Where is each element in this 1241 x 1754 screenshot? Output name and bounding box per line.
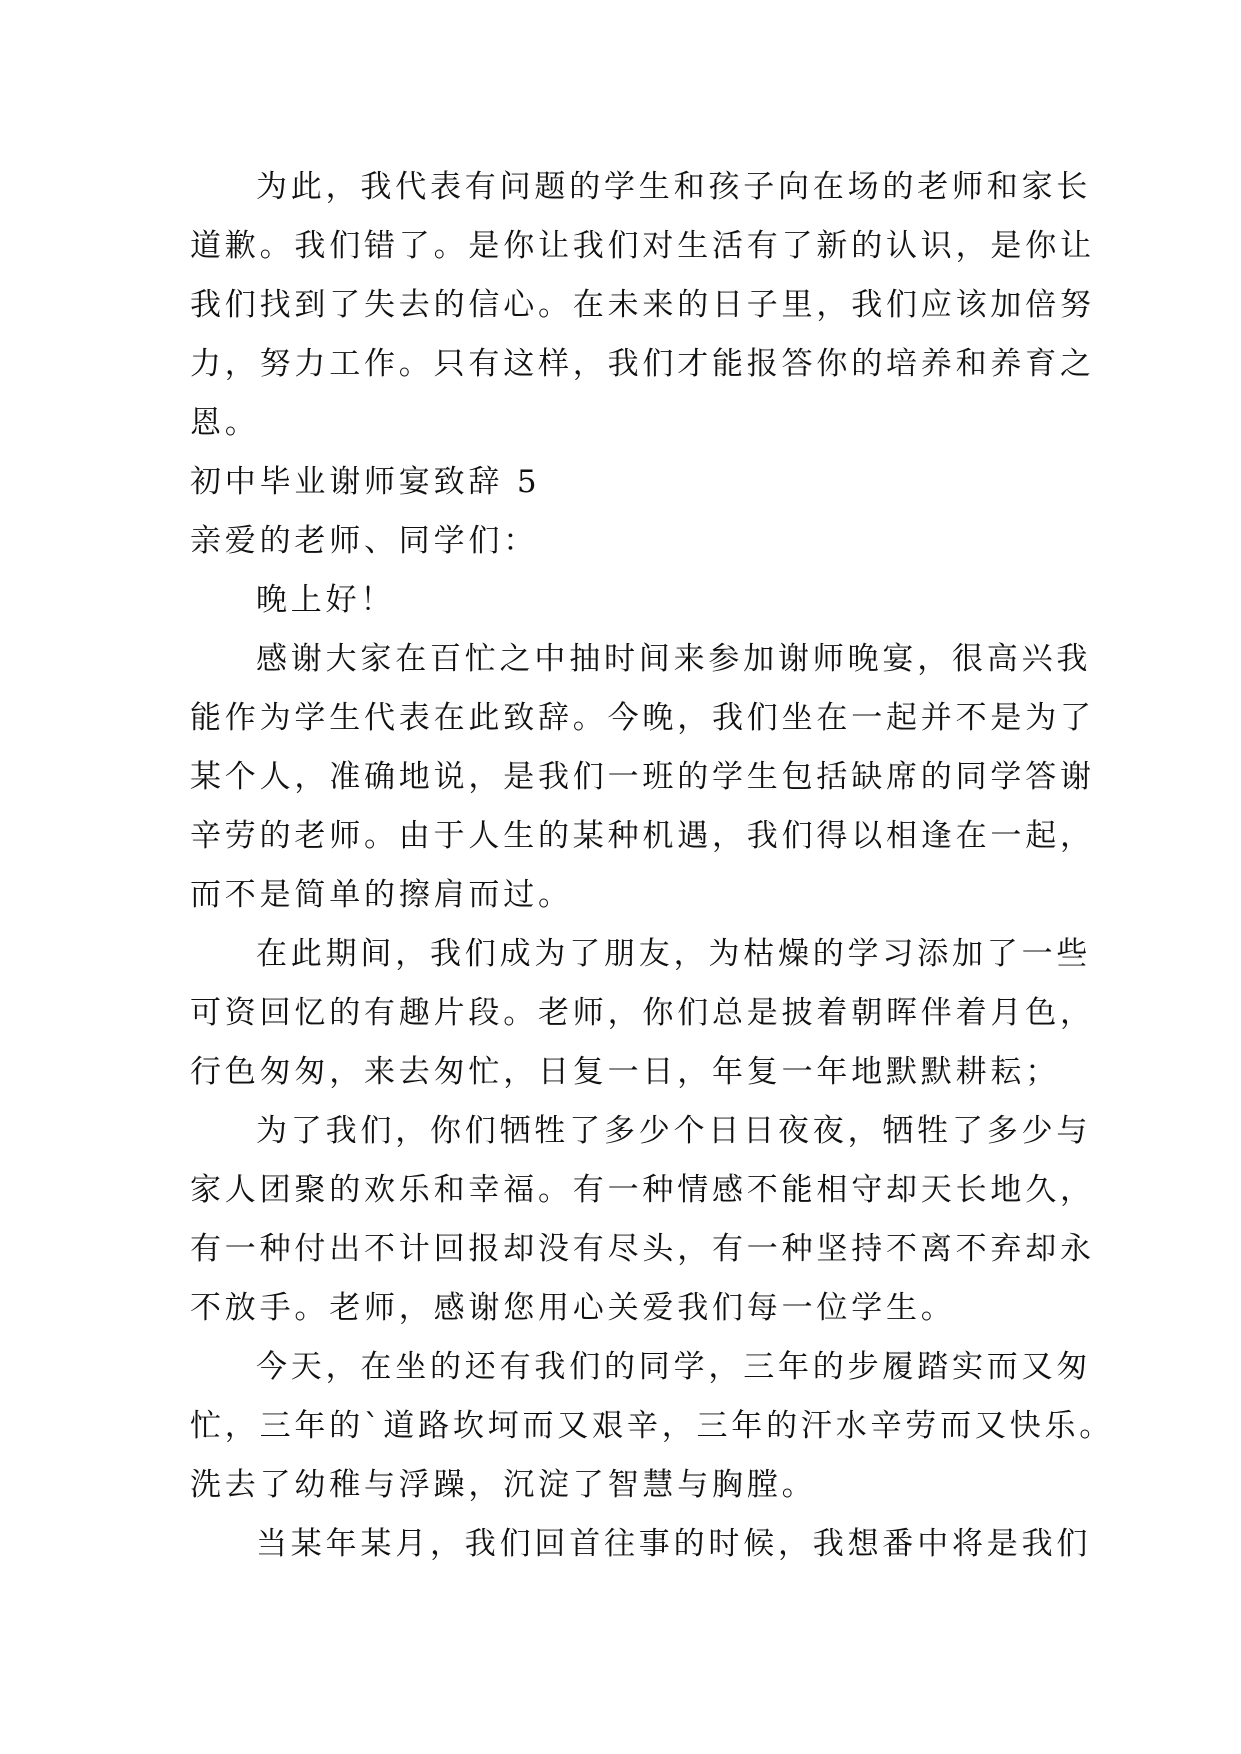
paragraph-thanks bbox=[190, 630, 1095, 925]
paragraph-memories bbox=[190, 1515, 1092, 1574]
text-line: 感谢大家在百忙之中抽时间来参加谢师晚宴，很高兴我 bbox=[256, 641, 1092, 677]
text-line: 为此，我代表有问题的学生和孩子向在场的老师和家长 bbox=[256, 169, 1092, 205]
text-line: 我们找到了失去的信心。在未来的日子里，我们应该加倍努 bbox=[190, 287, 1095, 323]
text-line: 洗去了幼稚与浮躁，沉淀了智慧与胸膛。 bbox=[190, 1467, 817, 1503]
text-line: 行色匆匆，来去匆忙，日复一日，年复一年地默默耕耘； bbox=[190, 1054, 1060, 1090]
paragraph-friends bbox=[190, 925, 1095, 1102]
section-title: 初中毕业谢师宴致辞 5 bbox=[190, 464, 541, 500]
paragraph-classmates bbox=[190, 1338, 1115, 1515]
text-line: 力，努力工作。只有这样，我们才能报答你的培养和养育之 bbox=[190, 346, 1095, 382]
text-line: 为了我们，你们牺牲了多少个日日夜夜，牺牲了多少与 bbox=[256, 1113, 1092, 1149]
text-line: 某个人，准确地说，是我们一班的学生包括缺席的同学答谢 bbox=[190, 759, 1095, 795]
text-line: 家人团聚的欢乐和幸福。有一种情感不能相守却天长地久， bbox=[190, 1172, 1095, 1208]
text-line: 在此期间，我们成为了朋友，为枯燥的学习添加了一些 bbox=[256, 936, 1092, 972]
text-line: 可资回忆的有趣片段。老师，你们总是披着朝晖伴着月色， bbox=[190, 995, 1095, 1031]
document-body bbox=[190, 158, 1115, 1574]
paragraph-sacrifice bbox=[190, 1102, 1095, 1338]
text-line: 恩。 bbox=[190, 405, 260, 441]
text-line: 忙，三年的`道路坎坷而又艰辛，三年的汗水辛劳而又快乐。 bbox=[190, 1408, 1115, 1444]
text-line: 而不是简单的擦肩而过。 bbox=[190, 877, 573, 913]
text-line: 今天，在坐的还有我们的同学，三年的步履踏实而又匆 bbox=[256, 1349, 1092, 1385]
text-line: 不放手。老师，感谢您用心关爱我们每一位学生。 bbox=[190, 1290, 956, 1326]
paragraph-apology bbox=[190, 158, 1095, 453]
text-line: 辛劳的老师。由于人生的某种机遇，我们得以相逢在一起， bbox=[190, 818, 1095, 854]
text-line: 当某年某月，我们回首往事的时候，我想番中将是我们 bbox=[256, 1526, 1092, 1562]
text-line: 有一种付出不计回报却没有尽头，有一种坚持不离不弃却永 bbox=[190, 1231, 1095, 1267]
text-line: 道歉。我们错了。是你让我们对生活有了新的认识，是你让 bbox=[190, 228, 1095, 264]
greeting: 晚上好！ bbox=[256, 582, 396, 618]
salutation: 亲爱的老师、同学们： bbox=[190, 523, 538, 559]
text-line: 能作为学生代表在此致辞。今晚，我们坐在一起并不是为了 bbox=[190, 700, 1095, 736]
